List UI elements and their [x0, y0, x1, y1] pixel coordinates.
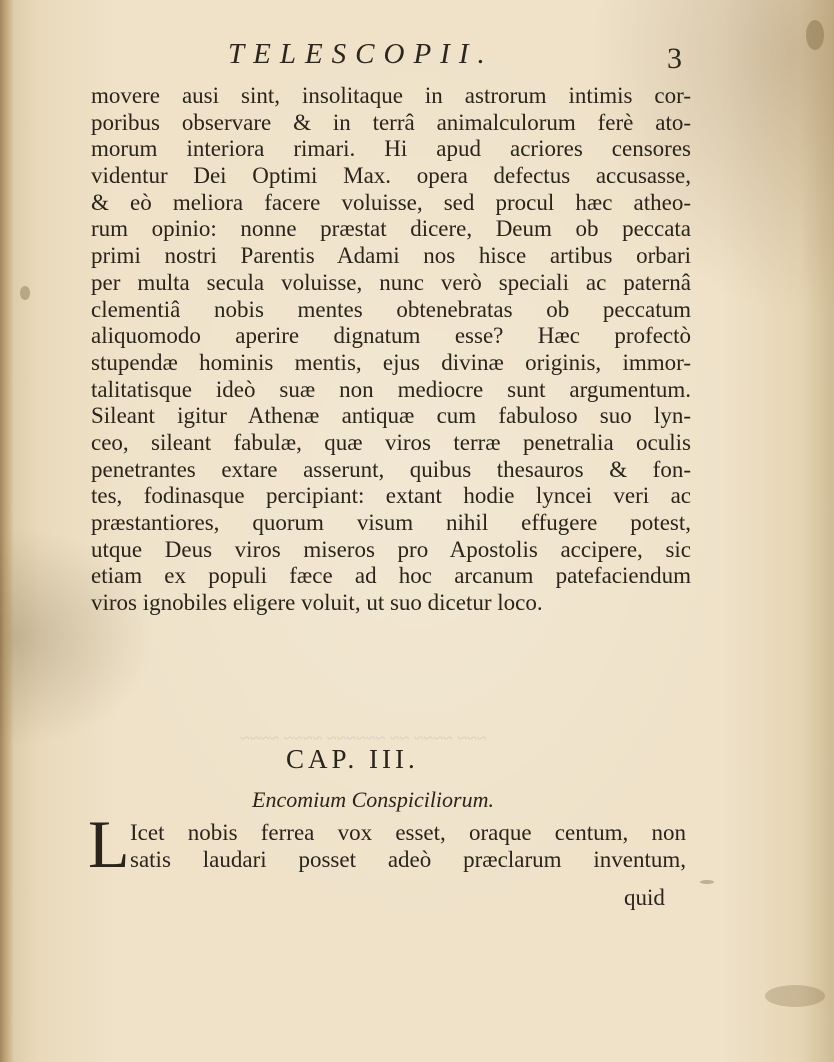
stain-mark [700, 880, 714, 884]
text-line: videntur Dei Optimi Max. opera defectus accusasse, [91, 163, 691, 189]
text-line: clementiâ nobis mentes obtenebratas ob peccatum [91, 296, 691, 322]
chapter-opening-text [130, 820, 686, 873]
body-text [91, 83, 691, 617]
text-line: Sileant igitur Athenæ antiquæ cum fabuloso suo lyn- [91, 403, 691, 429]
stain-mark [806, 20, 824, 50]
stain-mark [20, 286, 30, 300]
chapter-subtitle: Encomium Conspiciliorum. [252, 787, 494, 812]
show-through-text: ~~~ ~~~~ ~~ ~~~~~~ ~~~~ ~~~~ [240, 728, 487, 748]
text-line: præstantiores, quorum visum nihil effugere potest, [91, 510, 691, 535]
text-line: tes, fodinasque percipiant: extant hodie lyncei veri ac [91, 483, 691, 509]
text-line: satis laudari posset adeò præclarum inventum, [130, 846, 686, 872]
text-line: per multa secula voluisse, nunc verò speciali ac paternâ [91, 269, 691, 295]
text-line: penetrantes extare asserunt, quibus thesauros & fon- [91, 456, 691, 482]
text-line: ceo, sileant fabulæ, quæ viros terræ penetralia oculis [91, 429, 691, 455]
text-line: movere ausi sint, insolitaque in astrorum intimis cor- [91, 83, 691, 108]
text-line: rum opinio: nonne præstat dicere, Deum ob peccata [91, 216, 691, 242]
text-line: aliquomodo aperire dignatum esse? Hæc profectò [91, 323, 691, 349]
running-title: TELESCOPII. [228, 38, 494, 70]
text-line: talitatisque ideò suæ non mediocre sunt argumentum. [91, 376, 691, 402]
text-line: morum interiora rimari. Hi apud acriores censores [91, 136, 691, 162]
stain-mark [765, 985, 825, 1007]
catchword: quid [624, 885, 665, 910]
drop-cap-initial: L [88, 806, 130, 882]
text-line: Icet nobis ferrea vox esset, oraque centum, non [130, 820, 686, 845]
text-line: viros ignobiles eligere voluit, ut suo dicetur loco. [91, 590, 543, 616]
page-binding-edge [0, 0, 14, 1062]
text-line: utque Deus viros miseros pro Apostolis accipere, sic [91, 536, 691, 562]
chapter-title: CAP. III. [286, 744, 419, 774]
text-line: primi nostri Parentis Adami nos hisce artibus orbari [91, 243, 691, 269]
text-line: & eò meliora facere voluisse, sed procul hæc atheo- [91, 189, 691, 215]
text-line: stupendæ hominis mentis, ejus divinæ originis, immor- [91, 349, 691, 375]
text-line: etiam ex populi fæce ad hoc arcanum patefaciendum [91, 563, 691, 589]
page-number: 3 [667, 42, 682, 75]
text-line: poribus observare & in terrâ animalculorum ferè ato- [91, 109, 691, 135]
